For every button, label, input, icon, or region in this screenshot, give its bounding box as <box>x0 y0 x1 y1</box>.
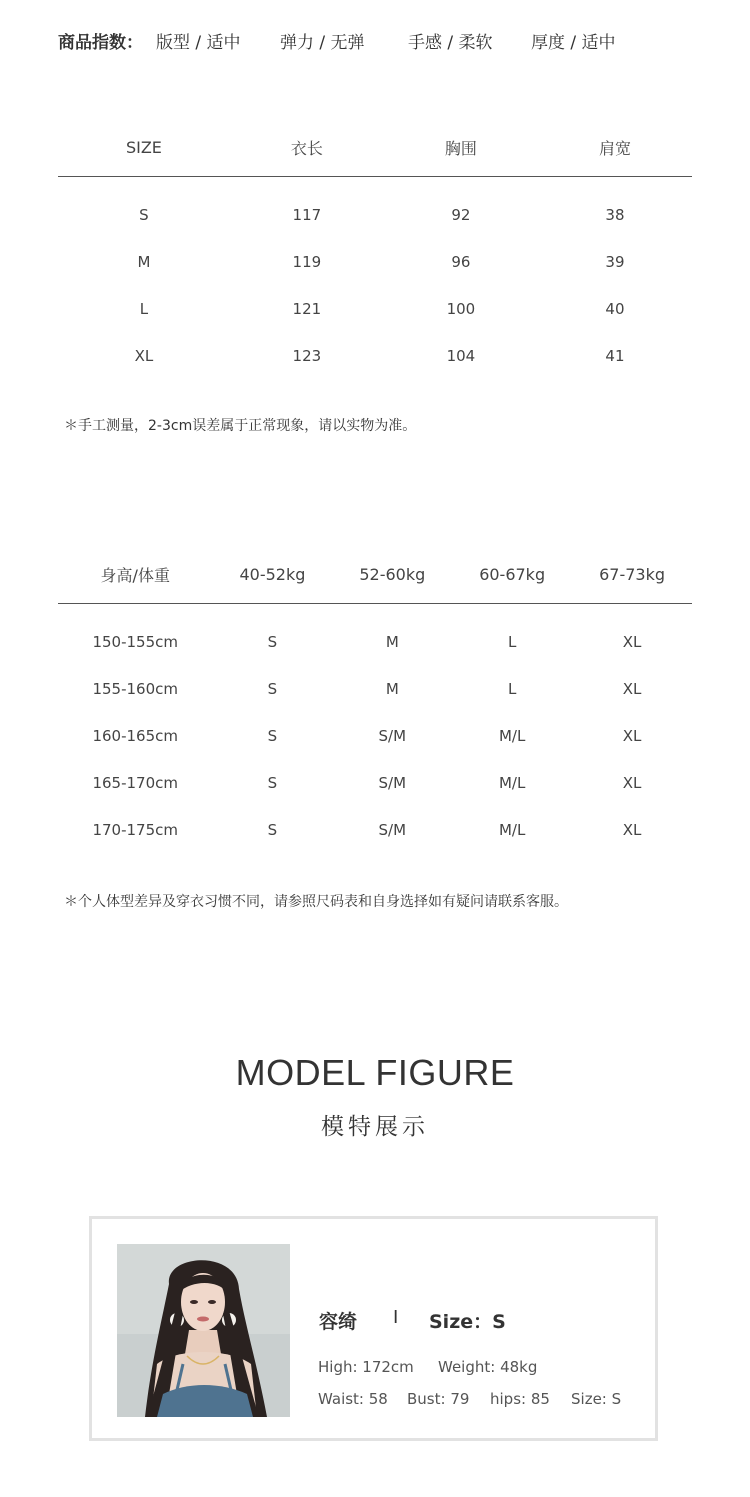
header-weight-range: 67-73kg <box>572 545 692 604</box>
table-cell: 170-175cm <box>92 820 179 839</box>
index-fit: 版型 / 适中 <box>156 33 241 53</box>
product-index-row <box>58 28 698 52</box>
table-cell: S <box>267 820 278 839</box>
table-cell: 96 <box>451 252 471 271</box>
name-separator: I <box>393 1307 399 1328</box>
table-row <box>58 332 692 379</box>
header-length: 衣长 <box>230 118 384 177</box>
table-cell: S <box>267 773 278 792</box>
table-row <box>58 806 692 853</box>
table-cell: 155-160cm <box>92 679 179 698</box>
measurement-note: ＊手工测量，2-3cm误差属于正常现象，请以实物为准。 <box>64 418 417 434</box>
table-cell: 121 <box>292 299 322 318</box>
index-label: 商品指数： <box>58 33 143 53</box>
header-weight-range: 60-67kg <box>452 545 572 604</box>
table-cell: M <box>137 252 151 271</box>
header-size: SIZE <box>58 118 230 177</box>
table-cell: 123 <box>292 346 322 365</box>
table-cell: S/M <box>378 820 407 839</box>
table-cell: XL <box>622 632 642 651</box>
model-card <box>89 1216 658 1441</box>
model-height: High: 172cm <box>318 1358 414 1376</box>
fit-chart-header-row <box>58 545 692 604</box>
model-section-title: MODEL FIGURE <box>235 1052 515 1093</box>
model-size-label: Size：S <box>429 1311 506 1333</box>
table-cell: S <box>267 726 278 745</box>
table-row <box>58 759 692 806</box>
table-cell: 119 <box>292 252 322 271</box>
table-cell: L <box>139 299 149 318</box>
header-shoulder: 肩宽 <box>538 118 692 177</box>
table-cell: XL <box>622 820 642 839</box>
table-cell: 39 <box>605 252 625 271</box>
fit-note: ＊个人体型差异及穿衣习惯不同，请参照尺码表和自身选择如有疑问请联系客服。 <box>64 894 568 910</box>
table-cell: 117 <box>292 205 322 224</box>
model-section-subtitle: 模特展示 <box>321 1114 429 1140</box>
table-row <box>58 618 692 665</box>
table-cell: S <box>267 679 278 698</box>
table-row <box>58 191 692 238</box>
table-cell: XL <box>134 346 154 365</box>
header-weight-range: 52-60kg <box>332 545 452 604</box>
table-cell: 150-155cm <box>92 632 179 651</box>
table-cell: 165-170cm <box>92 773 179 792</box>
fit-chart-table <box>58 545 692 853</box>
size-chart-header-row <box>58 118 692 177</box>
table-row <box>58 712 692 759</box>
table-cell: L <box>507 632 517 651</box>
model-hips: hips: 85 <box>490 1390 550 1408</box>
table-cell: M <box>385 679 399 698</box>
table-cell: 38 <box>605 205 625 224</box>
table-cell: XL <box>622 679 642 698</box>
table-cell: XL <box>622 773 642 792</box>
table-cell: M/L <box>498 820 526 839</box>
table-cell: M/L <box>498 773 526 792</box>
table-cell: S <box>267 632 278 651</box>
table-cell: XL <box>622 726 642 745</box>
table-row <box>58 238 692 285</box>
index-feel: 手感 / 柔软 <box>408 33 493 53</box>
model-waist: Waist: 58 <box>318 1390 388 1408</box>
model-weight: Weight: 48kg <box>438 1358 538 1376</box>
table-cell: S/M <box>378 726 407 745</box>
model-name: 容绮 <box>319 1311 358 1333</box>
table-cell: 92 <box>451 205 471 224</box>
table-cell: S <box>139 205 149 224</box>
table-row <box>58 285 692 332</box>
index-elasticity: 弹力 / 无弹 <box>280 33 365 53</box>
table-cell: S/M <box>378 773 407 792</box>
table-cell: 104 <box>446 346 476 365</box>
header-weight-range: 40-52kg <box>213 545 333 604</box>
model-photo <box>117 1244 290 1417</box>
index-thickness: 厚度 / 适中 <box>531 33 616 53</box>
table-cell: 160-165cm <box>92 726 179 745</box>
table-cell: 41 <box>605 346 625 365</box>
header-bust: 胸围 <box>384 118 538 177</box>
table-cell: L <box>507 679 517 698</box>
table-cell: 40 <box>605 299 625 318</box>
size-chart-table <box>58 118 692 379</box>
header-height-weight: 身高/体重 <box>58 545 213 604</box>
table-cell: 100 <box>446 299 476 318</box>
table-cell: M <box>385 632 399 651</box>
model-bust: Bust: 79 <box>407 1390 470 1408</box>
table-row <box>58 665 692 712</box>
model-size: Size: S <box>571 1390 622 1408</box>
table-cell: M/L <box>498 726 526 745</box>
